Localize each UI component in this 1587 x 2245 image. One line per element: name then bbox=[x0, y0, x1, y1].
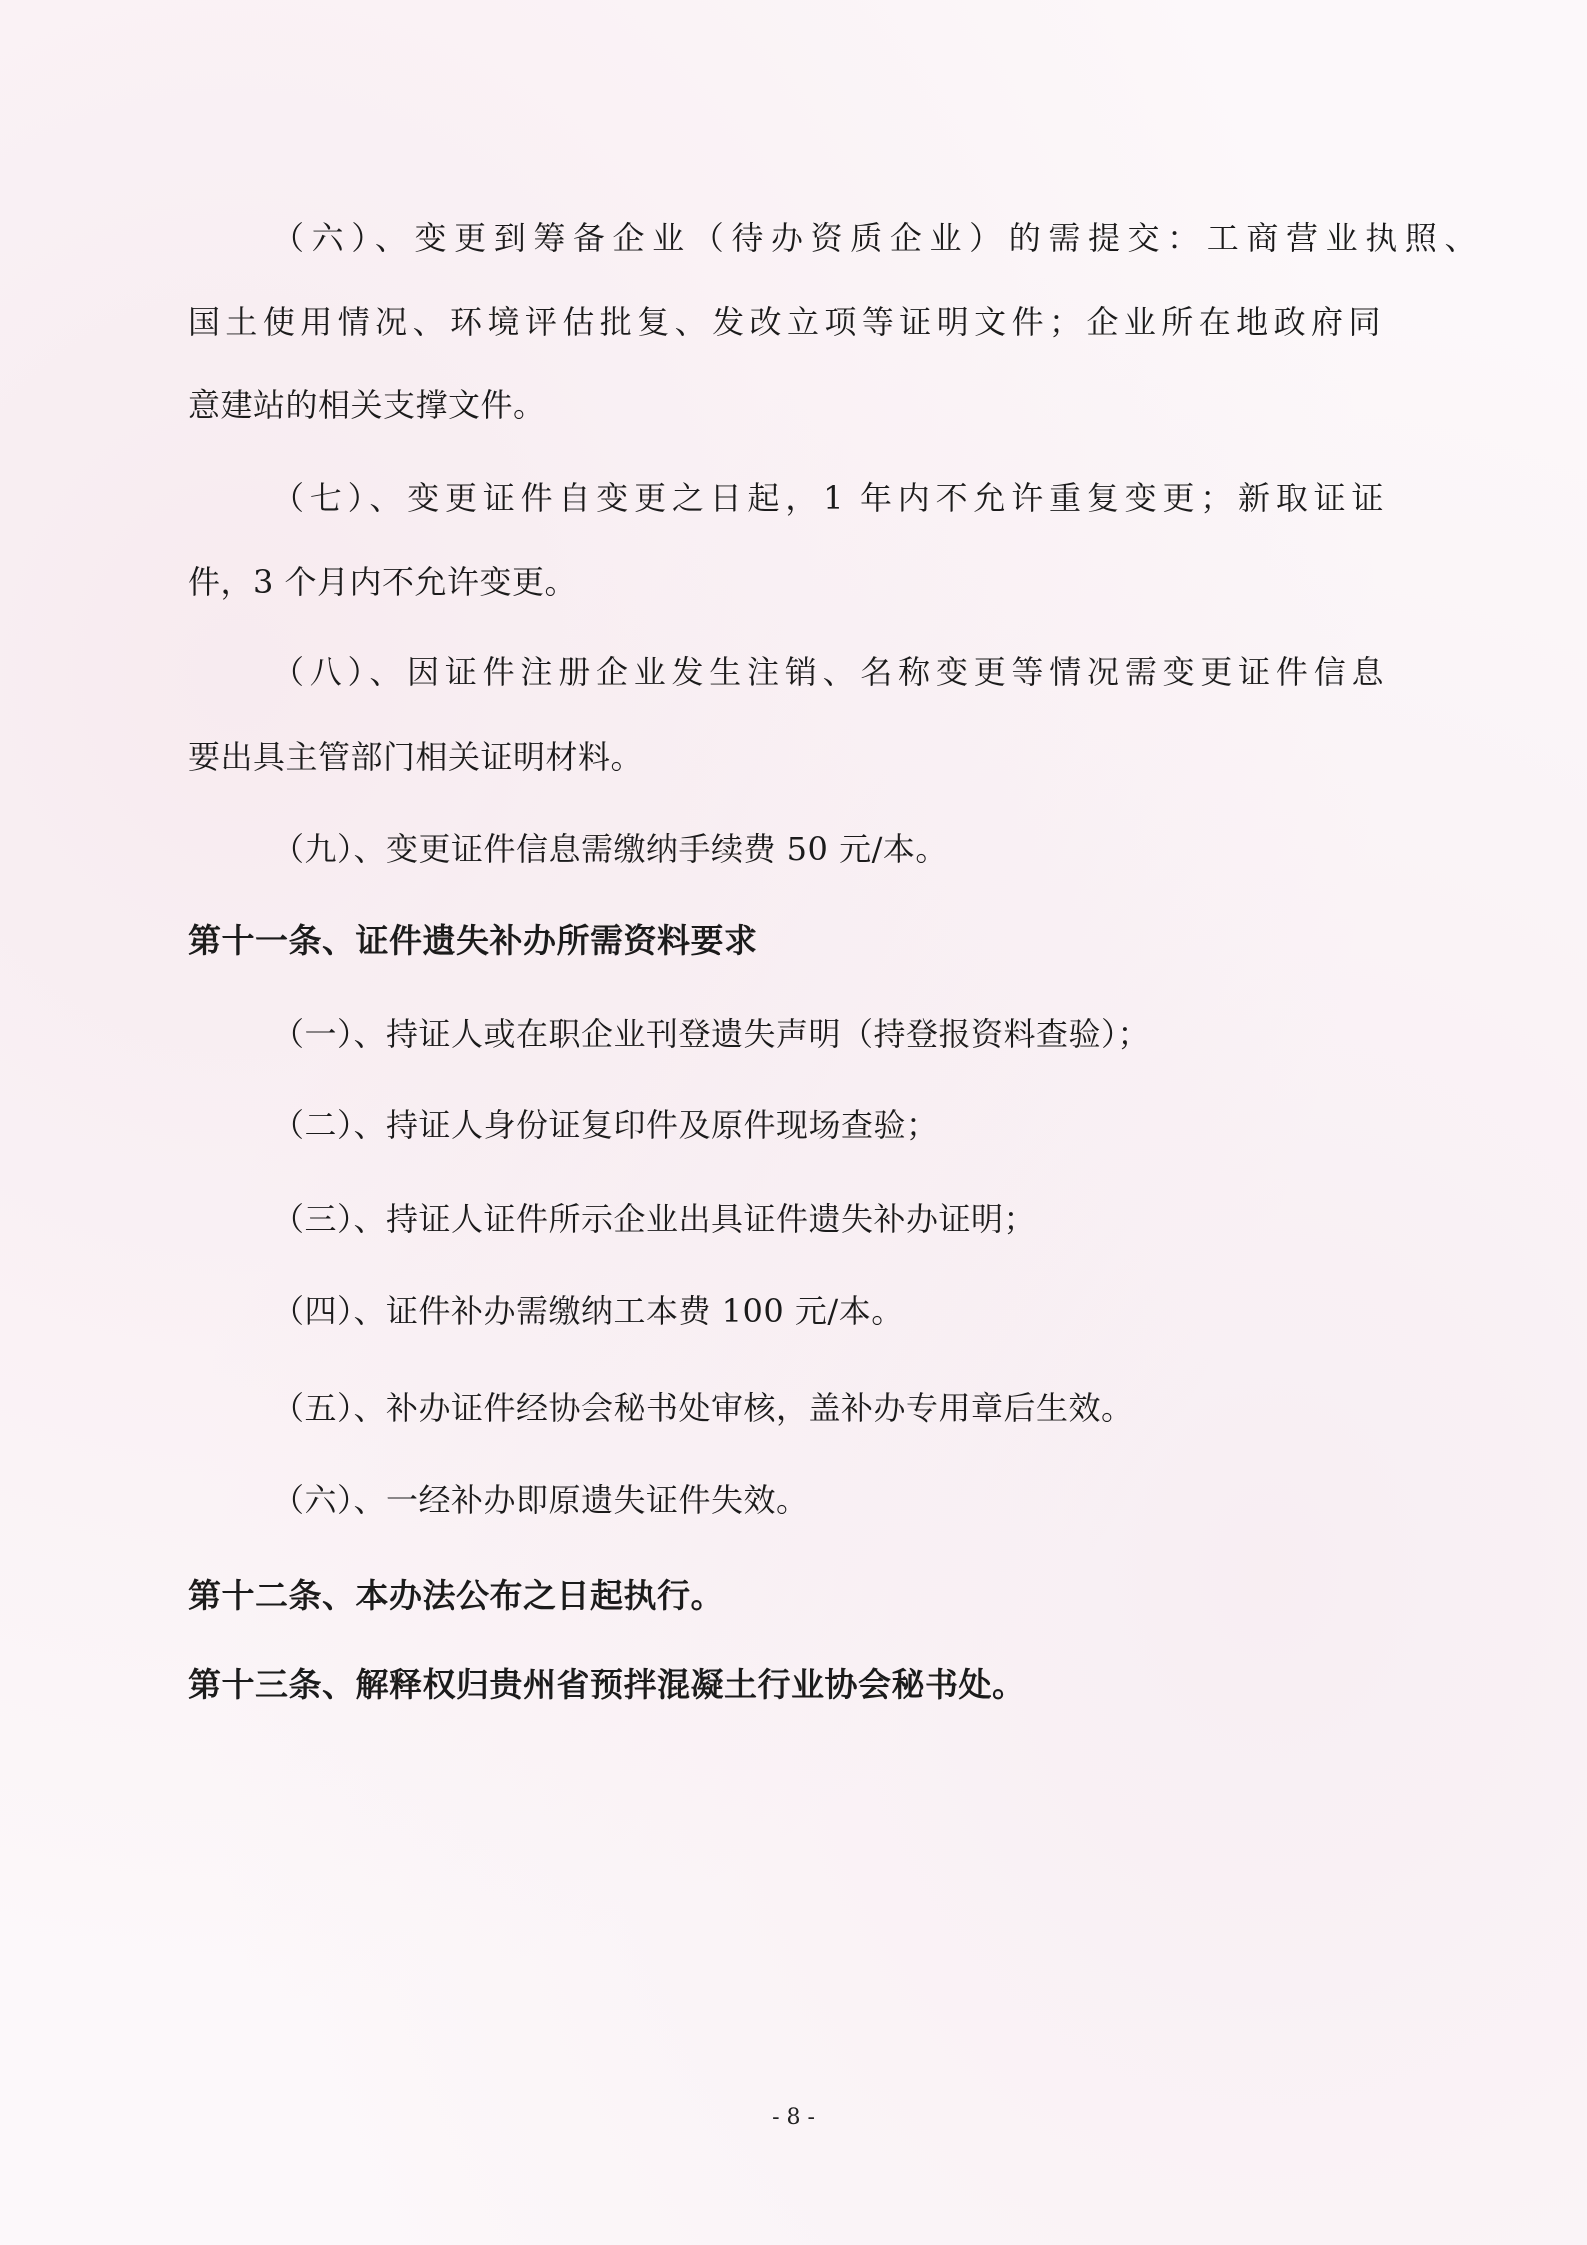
article-11-item-3: （三）、持证人证件所示企业出具证件遗失补办证明； bbox=[272, 1200, 1037, 1238]
article-13-heading: 第十三条、解释权归贵州省预拌混凝土行业协会秘书处。 bbox=[188, 1665, 1026, 1704]
article-11-item-4: （四）、证件补办需缴纳工本费 100 元/本。 bbox=[272, 1292, 904, 1330]
article-11-item-1: （一）、持证人或在职企业刊登遗失声明（持登报资料查验）； bbox=[272, 1015, 1151, 1053]
article-11-item-5: （五）、补办证件经协会秘书处审核，盖补办专用章后生效。 bbox=[272, 1389, 1134, 1427]
page-number: - 8 - bbox=[772, 2105, 815, 2130]
article-11-item-2: （二）、持证人身份证复印件及原件现场查验； bbox=[272, 1106, 939, 1144]
article-11-heading: 第十一条、证件遗失补办所需资料要求 bbox=[188, 921, 758, 960]
article-11-item-6: （六）、一经补办即原遗失证件失效。 bbox=[272, 1481, 809, 1519]
paragraph-8-line-2: 要出具主管部门相关证明材料。 bbox=[188, 738, 644, 776]
paragraph-7-line-2: 件，3 个月内不允许变更。 bbox=[188, 563, 578, 601]
paragraph-6-line-1: （六）、变更到筹备企业（待办资质企业）的需提交：工商营业执照、 bbox=[272, 219, 1477, 257]
paragraph-8-line-1: （八）、因证件注册企业发生注销、名称变更等情况需变更证件信息 bbox=[272, 653, 1384, 691]
paragraph-7-line-1: （七）、变更证件自变更之日起，1 年内不允许重复变更；新取证证 bbox=[272, 479, 1384, 517]
paragraph-6-line-3: 意建站的相关支撑文件。 bbox=[188, 386, 546, 424]
paragraph-6-line-2: 国土使用情况、环境评估批复、发改立项等证明文件；企业所在地政府同 bbox=[188, 303, 1381, 341]
article-12-heading: 第十二条、本办法公布之日起执行。 bbox=[188, 1576, 724, 1615]
paragraph-9-line-1: （九）、变更证件信息需缴纳手续费 50 元/本。 bbox=[272, 830, 948, 868]
